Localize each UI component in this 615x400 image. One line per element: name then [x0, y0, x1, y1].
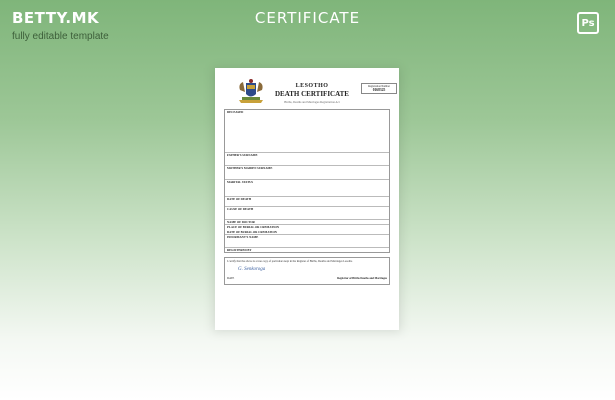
registrar-signature: G. Senkoroga: [238, 267, 266, 273]
section-registered-by: [225, 248, 389, 252]
certificate-form: [224, 109, 390, 253]
certificate-preview[interactable]: [215, 68, 399, 330]
section-informant: [225, 235, 389, 249]
certificate-title: DEATH CERTIFICATE: [275, 90, 349, 98]
section-heading: FATHER'S SURNAME: [227, 152, 258, 157]
section-heading: MOTHER'S MAIDEN SURNAME: [227, 166, 273, 171]
section-marital: [225, 180, 389, 198]
certification-block: [224, 257, 390, 285]
act-subtitle: Births, Deaths and Marriages Registration Act: [284, 100, 340, 104]
section-heading: DECEASED: [227, 110, 244, 114]
section-heading: PLACE OF BURIAL OR CREMATION: [227, 225, 280, 230]
registration-number: 0168325: [372, 87, 386, 92]
section-heading: NAME OF DOCTOR: [227, 220, 255, 225]
section-burial: [225, 225, 389, 234]
section-deceased: [225, 110, 389, 153]
section-heading: CAUSE OF DEATH: [227, 206, 254, 211]
section-cause: [225, 207, 389, 221]
registration-box: [361, 83, 397, 94]
section-heading: REGISTERED BY: [227, 248, 252, 253]
coat-of-arms-icon: [236, 78, 266, 106]
section-mother: [225, 166, 389, 180]
section-date-of-death: [225, 197, 389, 206]
brand-logo: BETTY.MK: [12, 9, 100, 27]
certification-text: I certify that the above is a true copy of particulars kept in the Register of Births, Deaths and Marriages Lesotho: [227, 260, 353, 264]
section-heading: DATE OF BURIAL OR CREMATION: [227, 229, 277, 234]
certification-date: DATE: [227, 277, 235, 281]
registrar-title: Registrar of Births Deaths and Marriages: [337, 277, 387, 281]
tagline: fully editable template: [12, 31, 109, 42]
section-heading: MARITAL STATUS: [227, 179, 254, 184]
photoshop-icon[interactable]: Ps: [577, 12, 599, 34]
country-name: LESOTHO: [295, 83, 329, 89]
section-father: [225, 153, 389, 167]
certificate-header: [224, 73, 390, 107]
section-heading: DATE OF DEATH: [227, 197, 252, 202]
registration-label: Registration Number: [368, 85, 390, 88]
page-title: CERTIFICATE: [254, 9, 361, 27]
section-heading: INFORMANT'S NAME: [227, 234, 259, 239]
